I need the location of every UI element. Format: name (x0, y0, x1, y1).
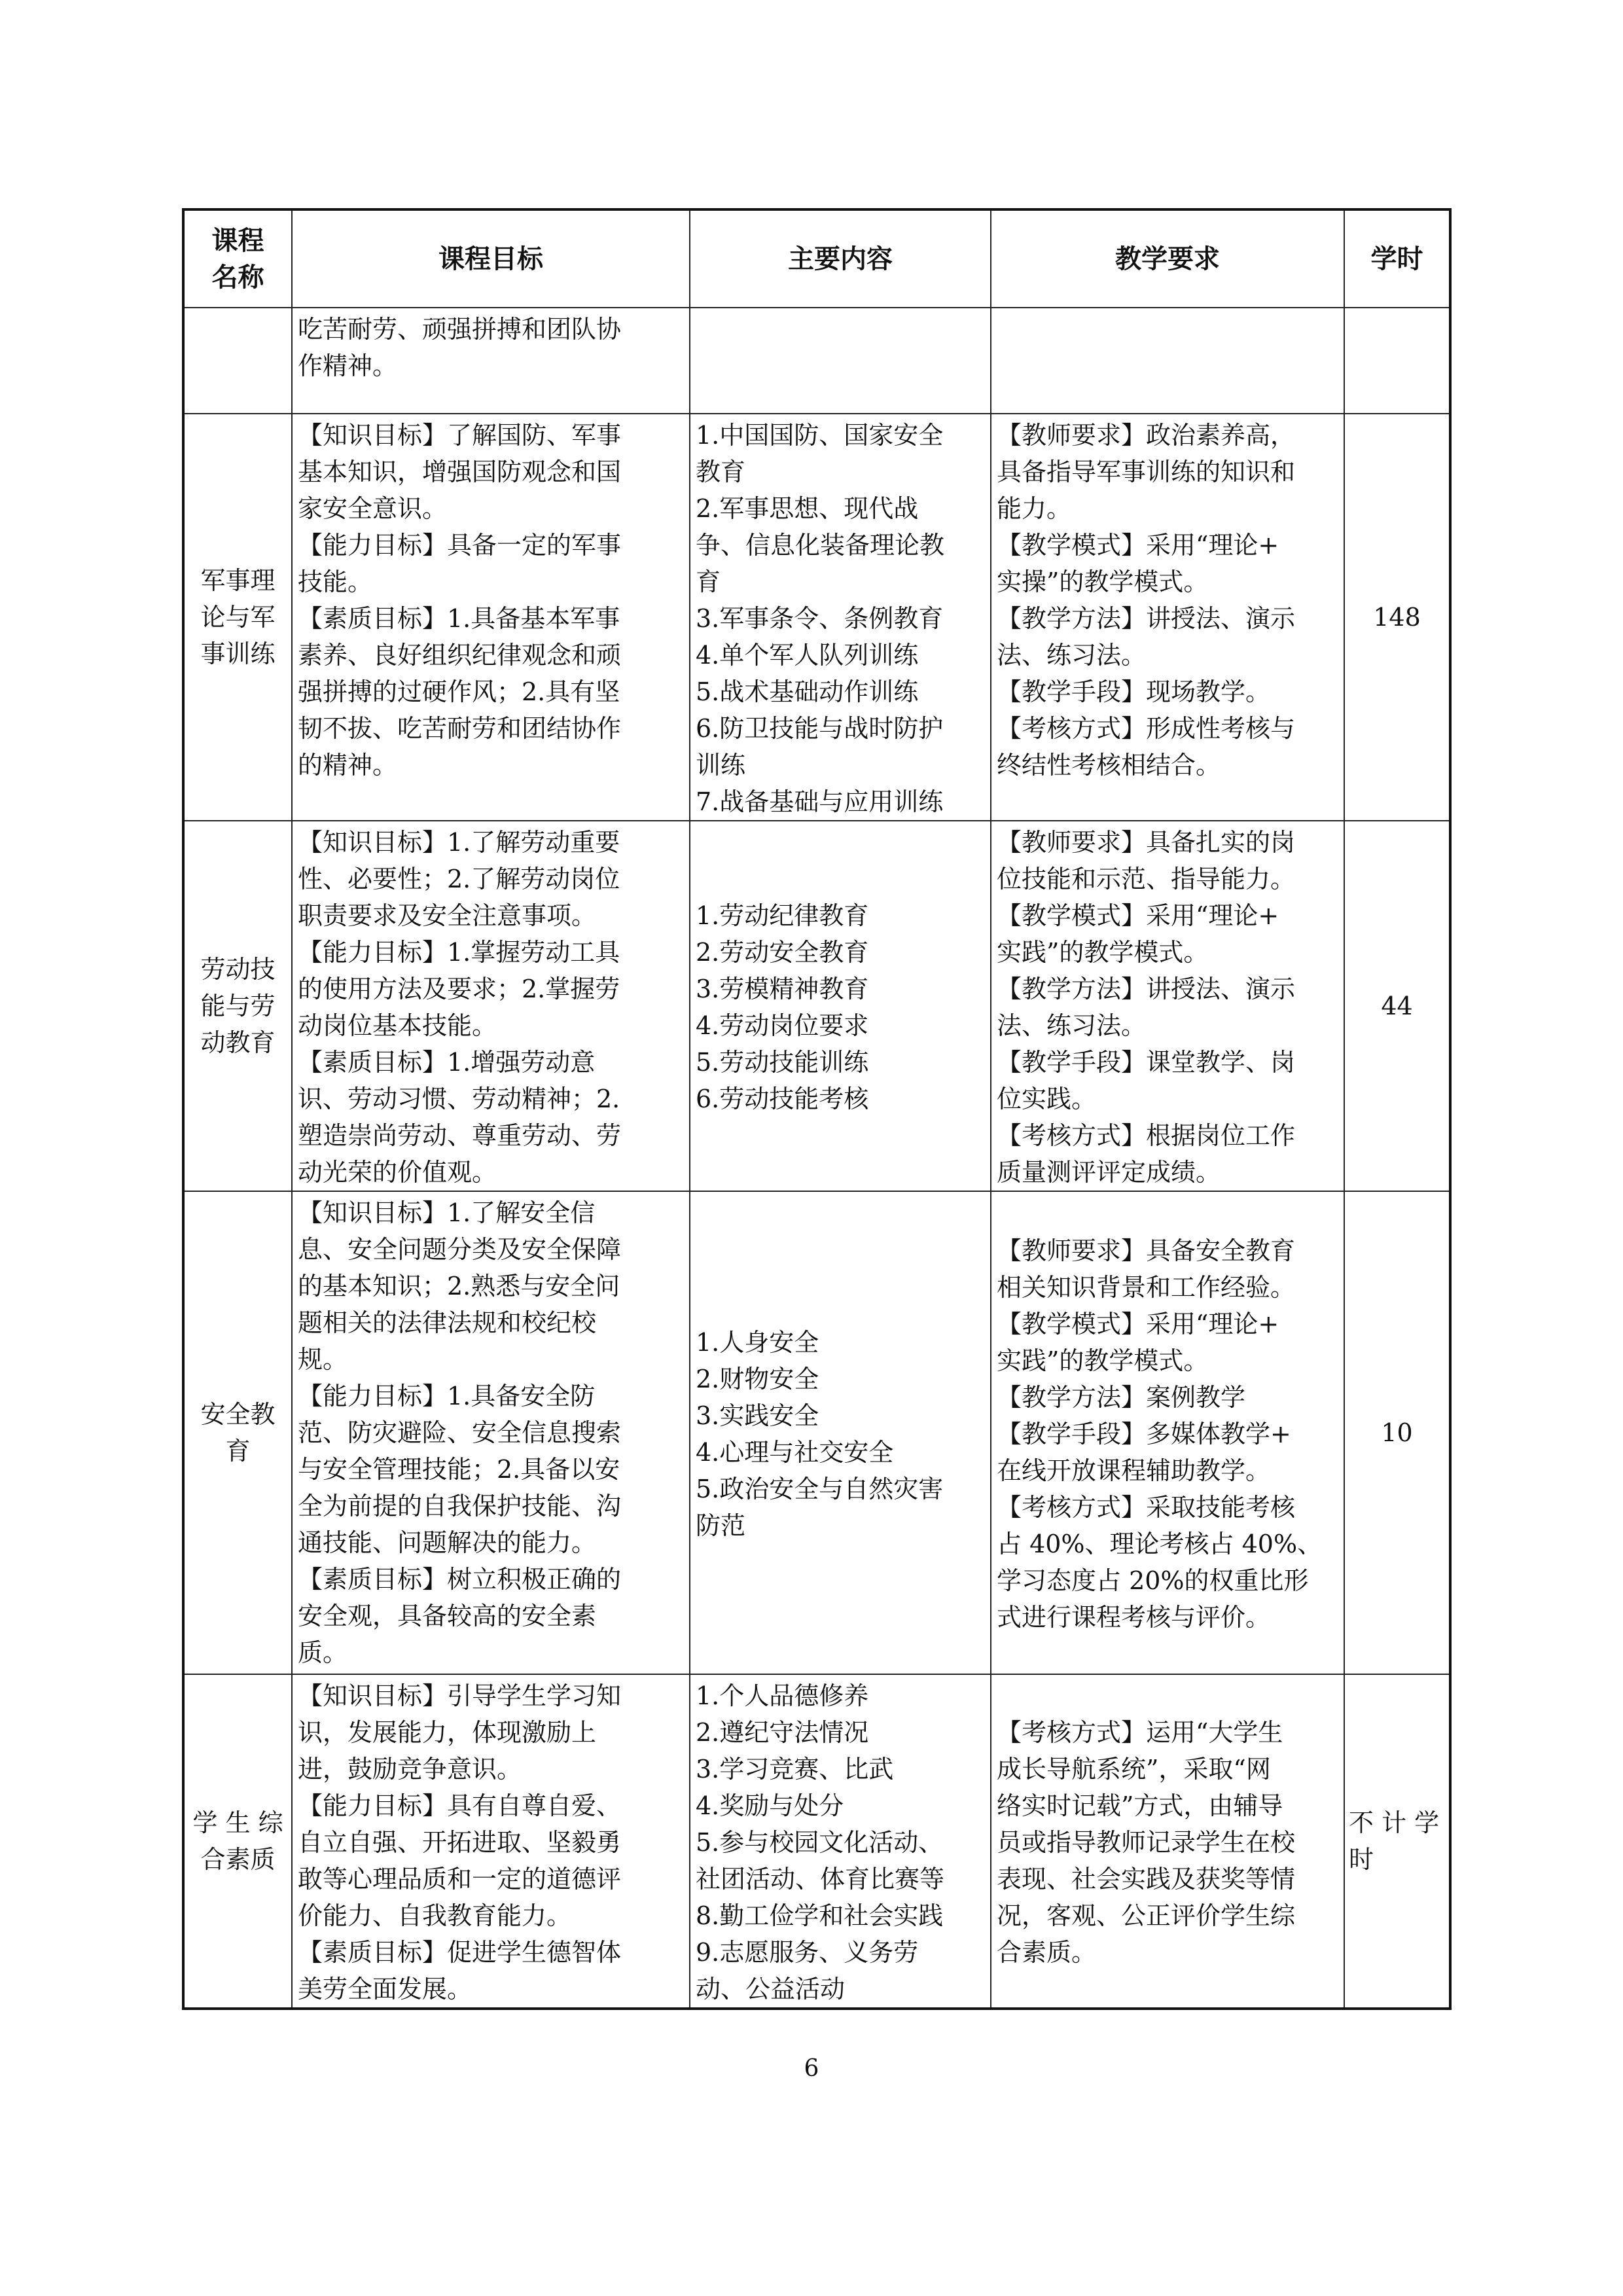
course-goal: 【知识目标】引导学生学习知 识，发展能力，体现激励上 进，鼓励竞争意识。 【能力目标】具有自尊自爱、 自立自强、开拓进取、坚毅勇 敢等心理品质和一定的道德评 价能力、自我教育能力。 【素质目标】促进学生德智体 美劳全面发展。 (292, 1674, 690, 2009)
course-goal: 吃苦耐劳、顽强拼搏和团队协 作精神。 (292, 308, 690, 414)
hours: 不 计 学 时 (1344, 1674, 1450, 2009)
header-hours: 学时 (1344, 209, 1450, 308)
course-name: 学 生 综 合素质 (183, 1674, 292, 2009)
course-name: 安全教 育 (183, 1191, 292, 1674)
teaching-requirements: 【考核方式】运用“大学生 成长导航系统”，采取“网 络实时记载”方式，由辅导 员或指导教师记录学生在校 表现、社会实践及获奖等情 况，客观、公正评价学生综 合素质。 (991, 1674, 1344, 2009)
course-goal: 【知识目标】1.了解安全信 息、安全问题分类及安全保障 的基本知识；2.熟悉与安全问 题相关的法律法规和校纪校 规。 【能力目标】1.具备安全防 范、防灾避险、安全信息搜索 与安全管理技能；2.具备以安 全为前提的自我保护技能、沟 通技能、问题解决的能力。 【素质目标】树立积极正确的 安全观，具备较高的安全素 质。 (292, 1191, 690, 1674)
page-number: 6 (804, 2055, 819, 2082)
hours: 148 (1344, 414, 1450, 821)
course-goal: 【知识目标】了解国防、军事 基本知识，增强国防观念和国 家安全意识。 【能力目标】具备一定的军事 技能。 【素质目标】1.具备基本军事 素养、良好组织纪律观念和顽 强拼搏的过硬作风；2.具有坚 韧不拔、吃苦耐劳和团结协作 的精神。 (292, 414, 690, 821)
header-course-goal: 课程目标 (292, 209, 690, 308)
course-goal: 【知识目标】1.了解劳动重要 性、必要性；2.了解劳动岗位 职责要求及安全注意事项。 【能力目标】1.掌握劳动工具 的使用方法及要求；2.掌握劳 动岗位基本技能。 【素质目标】1.增强劳动意 识、劳动习惯、劳动精神；2. 塑造崇尚劳动、尊重劳动、劳 动光荣的价值观。 (292, 821, 690, 1191)
course-name: 劳动技 能与劳 动教育 (183, 821, 292, 1191)
teaching-requirements: 【教师要求】政治素养高， 具备指导军事训练的知识和 能力。 【教学模式】采用“理论+ 实操”的教学模式。 【教学方法】讲授法、演示 法、练习法。 【教学手段】现场教学。 【考核方式】形成性考核与 终结性考核相结合。 (991, 414, 1344, 821)
course-table (182, 208, 1452, 2010)
course-name (183, 308, 292, 414)
course-name: 军事理 论与军 事训练 (183, 414, 292, 821)
table-row (183, 1191, 1450, 1674)
header-teaching-requirements: 教学要求 (991, 209, 1344, 308)
hours: 10 (1344, 1191, 1450, 1674)
main-content (690, 308, 991, 414)
table-row (183, 414, 1450, 821)
main-content: 1.劳动纪律教育 2.劳动安全教育 3.劳模精神教育 4.劳动岗位要求 5.劳动技能训练 6.劳动技能考核 (690, 821, 991, 1191)
table-row (183, 308, 1450, 414)
teaching-requirements (991, 308, 1344, 414)
table-row (183, 821, 1450, 1191)
header-main-content: 主要内容 (690, 209, 991, 308)
main-content: 1.个人品德修养 2.遵纪守法情况 3.学习竞赛、比武 4.奖励与处分 5.参与校园文化活动、 社团活动、体育比赛等 8.勤工俭学和社会实践 9.志愿服务、义务劳 动、公益活动 (690, 1674, 991, 2009)
table-row (183, 1674, 1450, 2009)
teaching-requirements: 【教师要求】具备安全教育 相关知识背景和工作经验。 【教学模式】采用“理论+ 实践”的教学模式。 【教学方法】案例教学 【教学手段】多媒体教学+ 在线开放课程辅助教学。 【考核方式】采取技能考核 占 40%、理论考核占 40%、 学习态度占 20%的权重比形 式进行课程考核与评价。 (991, 1191, 1344, 1674)
header-course-name: 课程 名称 (183, 209, 292, 308)
hours: 44 (1344, 821, 1450, 1191)
teaching-requirements: 【教师要求】具备扎实的岗 位技能和示范、指导能力。 【教学模式】采用“理论+ 实践”的教学模式。 【教学方法】讲授法、演示 法、练习法。 【教学手段】课堂教学、岗 位实践。 【考核方式】根据岗位工作 质量测评评定成绩。 (991, 821, 1344, 1191)
hours (1344, 308, 1450, 414)
main-content: 1.中国国防、国家安全 教育 2.军事思想、现代战 争、信息化装备理论教 育 3.军事条令、条例教育 4.单个军人队列训练 5.战术基础动作训练 6.防卫技能与战时防护 训练 7.战备基础与应用训练 (690, 414, 991, 821)
main-content: 1.人身安全 2.财物安全 3.实践安全 4.心理与社交安全 5.政治安全与自然灾害 防范 (690, 1191, 991, 1674)
header-row (183, 209, 1450, 308)
